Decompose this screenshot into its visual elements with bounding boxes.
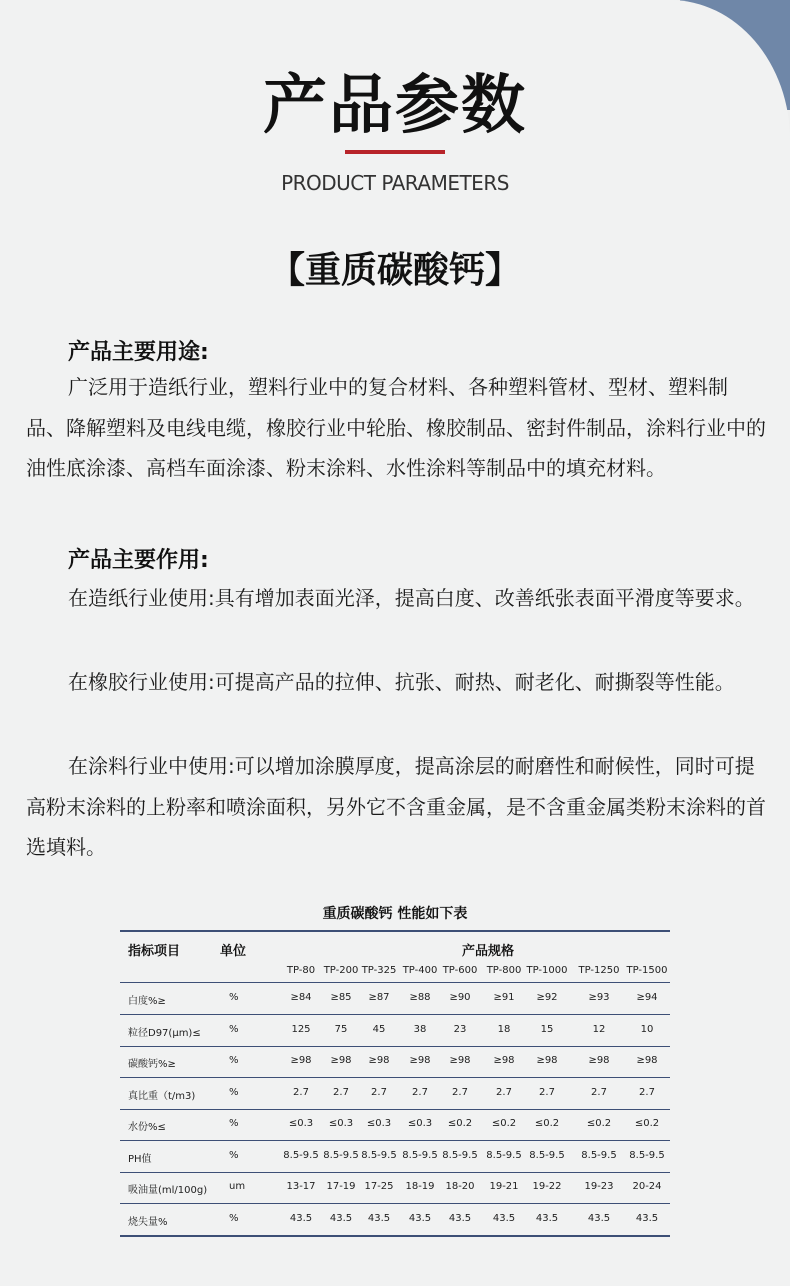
table-row-rule [120, 1109, 670, 1110]
table-cell: 8.5-9.5 [402, 1149, 438, 1161]
table-cell: 19-22 [532, 1181, 562, 1192]
table-cell: 2.7 [412, 1086, 428, 1098]
row-unit: um [229, 1181, 246, 1192]
table-cell: 2.7 [496, 1086, 512, 1098]
spec-header: TP-600 [442, 965, 478, 976]
header-rule [120, 982, 670, 983]
table-cell: 17-25 [364, 1181, 394, 1192]
table-row-rule [120, 1235, 670, 1237]
usage-text: 广泛用于造纸行业，塑料行业中的复合材料、各种塑料管材、型材、塑料制品、降解塑料及电线电缆，橡胶行业中轮胎、橡胶制品、密封件制品，涂料行业中的油性底涂漆、高档车面涂漆、粉末涂料、水性涂料等制品中的填充材料。 [26, 375, 766, 480]
title-underline [345, 150, 445, 154]
table-cell: 8.5-9.5 [486, 1149, 522, 1161]
table-row-rule [120, 1046, 670, 1047]
table-cell: ≤0.3 [366, 1118, 392, 1129]
row-unit: % [229, 1055, 239, 1066]
spec-header: TP-200 [323, 965, 359, 976]
spec-header: TP-325 [361, 965, 397, 976]
table-cell: ≤0.2 [586, 1118, 612, 1129]
table-cell: 43.5 [367, 1212, 391, 1224]
usage-heading: 产品主要用途: [68, 340, 209, 365]
table-cell: 43.5 [448, 1212, 472, 1224]
table-cell: 2.7 [293, 1086, 309, 1098]
row-unit: % [229, 992, 239, 1003]
page-subtitle: PRODUCT PARAMETERS [281, 171, 509, 195]
table-cell: 2.7 [371, 1086, 387, 1098]
table-title: 重质碳酸钙 性能如下表 [322, 906, 468, 922]
row-label: 烧失量% [128, 1216, 168, 1228]
table-cell: 2.7 [639, 1086, 655, 1098]
table-cell: 2.7 [591, 1086, 607, 1098]
table-row-rule [120, 1140, 670, 1141]
table-cell: 38 [413, 1023, 427, 1035]
table-cell: 45 [372, 1023, 386, 1035]
table-cell: 8.5-9.5 [629, 1149, 665, 1161]
row-label: 碳酸钙%≥ [128, 1059, 176, 1070]
table-cell: 10 [640, 1023, 654, 1035]
spec-header: TP-800 [486, 965, 522, 976]
table-cell: 43.5 [535, 1212, 559, 1224]
table-cell: ≤0.3 [328, 1118, 354, 1129]
table-row-rule [120, 1077, 670, 1078]
table-cell: ≥93 [588, 992, 610, 1003]
row-label: 真比重（t/m3) [128, 1090, 196, 1102]
table-cell: ≥90 [449, 992, 471, 1003]
table-cell: ≥98 [368, 1055, 390, 1066]
function-paragraph-rubber: 在橡胶行业使用:可提高产品的拉伸、抗张、耐热、耐老化、耐撕裂等性能。 [68, 670, 735, 694]
table-cell: ≤0.2 [534, 1118, 560, 1129]
table-cell: 8.5-9.5 [361, 1149, 397, 1161]
table-cell: 43.5 [289, 1212, 313, 1224]
table-cell: ≤0.3 [288, 1118, 314, 1129]
table-cell: 20-24 [632, 1181, 662, 1192]
table-cell: 43.5 [587, 1212, 611, 1224]
table-cell: 19-23 [584, 1181, 614, 1192]
spec-header: TP-1000 [526, 965, 568, 976]
function-paragraph-coating: 在涂料行业中使用:可以增加涂膜厚度，提高涂层的耐磨性和耐候性，同时可提高粉末涂料的上粉率和喷涂面积，另外它不含重金属，是不含重金属类粉末涂料的首选填料。 [26, 754, 766, 859]
row-unit: % [229, 1118, 239, 1129]
table-cell: ≤0.2 [634, 1118, 660, 1129]
row-label: 白度%≥ [128, 996, 166, 1007]
table-cell: ≥94 [636, 992, 658, 1003]
table-cell: 18 [497, 1023, 511, 1035]
row-unit: % [229, 1086, 239, 1098]
table-cell: 18-20 [445, 1181, 475, 1192]
table-cell: ≤0.2 [491, 1118, 517, 1129]
table-cell: 43.5 [408, 1212, 432, 1224]
table-cell: 19-21 [489, 1181, 519, 1192]
table-cell: 23 [453, 1023, 467, 1035]
table-cell: 8.5-9.5 [323, 1149, 359, 1161]
row-unit: % [229, 1023, 239, 1035]
table-cell: 43.5 [329, 1212, 353, 1224]
row-label: 粒径D97(μm)≤ [128, 1027, 201, 1039]
header-unit: 单位 [220, 944, 247, 959]
table-cell: 43.5 [635, 1212, 659, 1224]
table-top-rule [120, 930, 670, 932]
spec-header: TP-1250 [578, 965, 620, 976]
table-cell: ≥98 [588, 1055, 610, 1066]
table-cell: 2.7 [452, 1086, 468, 1098]
table-cell: ≥88 [409, 992, 431, 1003]
table-cell: ≥98 [409, 1055, 431, 1066]
table-cell: ≤0.3 [407, 1118, 433, 1129]
table-cell: ≥98 [493, 1055, 515, 1066]
table-cell: ≥85 [330, 992, 352, 1003]
table-cell: 12 [592, 1023, 606, 1035]
table-cell: ≥91 [493, 992, 515, 1003]
table-cell: ≥98 [636, 1055, 658, 1066]
row-unit: % [229, 1212, 239, 1224]
header-item: 指标项目 [128, 944, 181, 959]
function-heading: 产品主要作用: [68, 548, 209, 573]
table-row-rule [120, 1172, 670, 1173]
function-paragraph-paper: 在造纸行业使用:具有增加表面光泽，提高白度、改善纸张表面平滑度等要求。 [68, 586, 755, 610]
header-spec: 产品规格 [462, 944, 515, 959]
table-cell: ≥84 [290, 992, 312, 1003]
table-cell: ≥98 [536, 1055, 558, 1066]
spec-header: TP-80 [286, 965, 316, 976]
row-unit: % [229, 1149, 239, 1161]
table-cell: 8.5-9.5 [529, 1149, 565, 1161]
table-row-rule [120, 1014, 670, 1015]
spec-header: TP-400 [402, 965, 438, 976]
page-title: 产品参数 [263, 69, 527, 143]
row-label: 水份%≤ [128, 1122, 166, 1133]
table-cell: 125 [291, 1023, 311, 1035]
spec-header: TP-1500 [626, 965, 668, 976]
table-cell: 8.5-9.5 [283, 1149, 319, 1161]
table-cell: 2.7 [539, 1086, 555, 1098]
table-cell: ≥98 [449, 1055, 471, 1066]
table-cell: ≥92 [536, 992, 558, 1003]
table-cell: ≥98 [330, 1055, 352, 1066]
table-cell: 8.5-9.5 [581, 1149, 617, 1161]
table-cell: ≥98 [290, 1055, 312, 1066]
table-cell: 43.5 [492, 1212, 516, 1224]
table-cell: 15 [540, 1023, 554, 1035]
table-row-rule [120, 1203, 670, 1204]
table-cell: ≤0.2 [447, 1118, 473, 1129]
table-cell: 75 [334, 1023, 348, 1035]
table-cell: 2.7 [333, 1086, 349, 1098]
table-cell: 17-19 [326, 1181, 356, 1192]
table-cell: 18-19 [405, 1181, 435, 1192]
product-name: 【重质碳酸钙】 [268, 250, 521, 291]
table-cell: ≥87 [368, 992, 390, 1003]
table-cell: 8.5-9.5 [442, 1149, 478, 1161]
row-label: 吸油量(ml/100g) [128, 1185, 208, 1196]
row-label: PH值 [128, 1153, 152, 1165]
table-cell: 13-17 [286, 1181, 316, 1192]
